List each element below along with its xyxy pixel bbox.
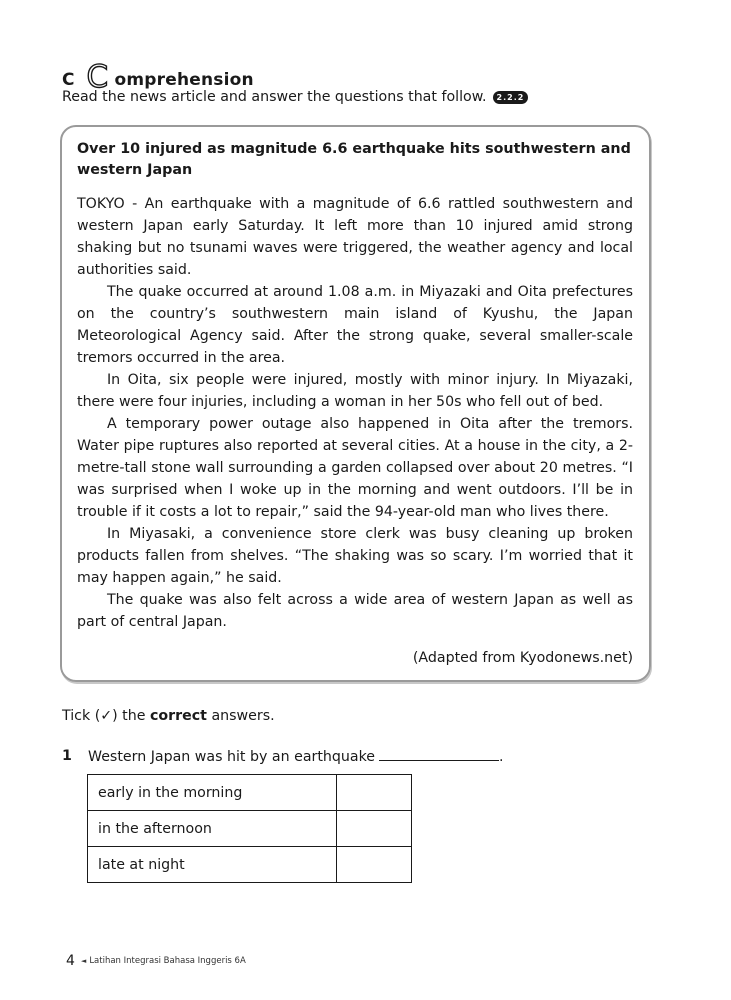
- tick-instruction-middle: ) the: [112, 708, 150, 724]
- question-1: [62, 748, 504, 765]
- option-row: [88, 775, 412, 811]
- question-text: [88, 748, 504, 765]
- article-paragraph: A temporary power outage also happened in Oita after the tremors. Water pipe ruptures also reported at several cities. At a house in the city, a 2-metre-tall stone wall surrounding a garden collapsed over about 20 metres. “I was surprised when I woke up in the morning and went outdoors. I’ll be in trouble if it costs a lot to repair,” said the 94-year-old man who lives there.: [77, 416, 633, 520]
- question-number: 1: [62, 748, 72, 764]
- option-text: in the afternoon: [88, 811, 337, 847]
- section-title: omprehension: [114, 70, 254, 90]
- article-paragraph: TOKYO - An earthquake with a magnitude of 6.6 rattled southwestern and western Japan early Saturday. It left more than 10 injured amid strong shaking but no tsunami waves were triggered, the weather agency and local authorities said.: [77, 196, 633, 278]
- answer-blank: [379, 748, 499, 761]
- section-heading: [62, 59, 254, 95]
- article-paragraph: In Miyasaki, a convenience store clerk was busy cleaning up broken products fallen from shelves. “The shaking was so scary. I’m worried that it may happen again,” he said.: [77, 526, 633, 586]
- option-row: [88, 847, 412, 883]
- section-decorative-letter: C: [86, 59, 109, 95]
- section-letter: C: [62, 70, 75, 90]
- page-footer: [66, 953, 246, 969]
- section-instruction: [62, 89, 528, 105]
- page-number: 4: [66, 953, 75, 969]
- article-source: (Adapted from Kyodonews.net): [412, 650, 633, 666]
- tick-box[interactable]: [337, 847, 412, 883]
- article-paragraph: In Oita, six people were injured, mostly with minor injury. In Miyazaki, there were four injuries, including a woman in her 50s who fell out of bed.: [77, 372, 633, 410]
- article-paragraph: The quake was also felt across a wide area of western Japan as well as part of central Japan.: [77, 592, 633, 630]
- instruction-text: Read the news article and answer the questions that follow.: [62, 89, 487, 105]
- tick-instruction-before: Tick (: [62, 708, 101, 724]
- tick-box[interactable]: [337, 775, 412, 811]
- option-row: [88, 811, 412, 847]
- option-text: early in the morning: [88, 775, 337, 811]
- book-title: Latihan Integrasi Bahasa Inggeris 6A: [89, 956, 246, 966]
- tick-instruction: [62, 708, 275, 724]
- article-paragraph: The quake occurred at around 1.08 a.m. in Miyazaki and Oita prefectures on the country’s southwestern main island of Kyushu, the Japan Meteorological Agency said. After the strong quake, several smaller-scale tremors occurred in the area.: [77, 284, 633, 366]
- question-end: .: [499, 749, 504, 765]
- answer-options-table: [87, 774, 412, 883]
- article-headline: Over 10 injured as magnitude 6.6 earthquake hits southwestern and western Japan: [77, 141, 631, 178]
- tick-instruction-bold: correct: [149, 708, 207, 724]
- tick-instruction-after: answers.: [206, 708, 275, 724]
- tick-box[interactable]: [337, 811, 412, 847]
- news-article-box: [60, 125, 651, 682]
- option-text: late at night: [88, 847, 337, 883]
- skill-code-badge: 2.2.2: [493, 91, 529, 104]
- triangle-marker-icon: ◄: [80, 957, 87, 965]
- question-stem: Western Japan was hit by an earthquake: [88, 749, 376, 765]
- check-mark-icon: ✓: [100, 708, 113, 724]
